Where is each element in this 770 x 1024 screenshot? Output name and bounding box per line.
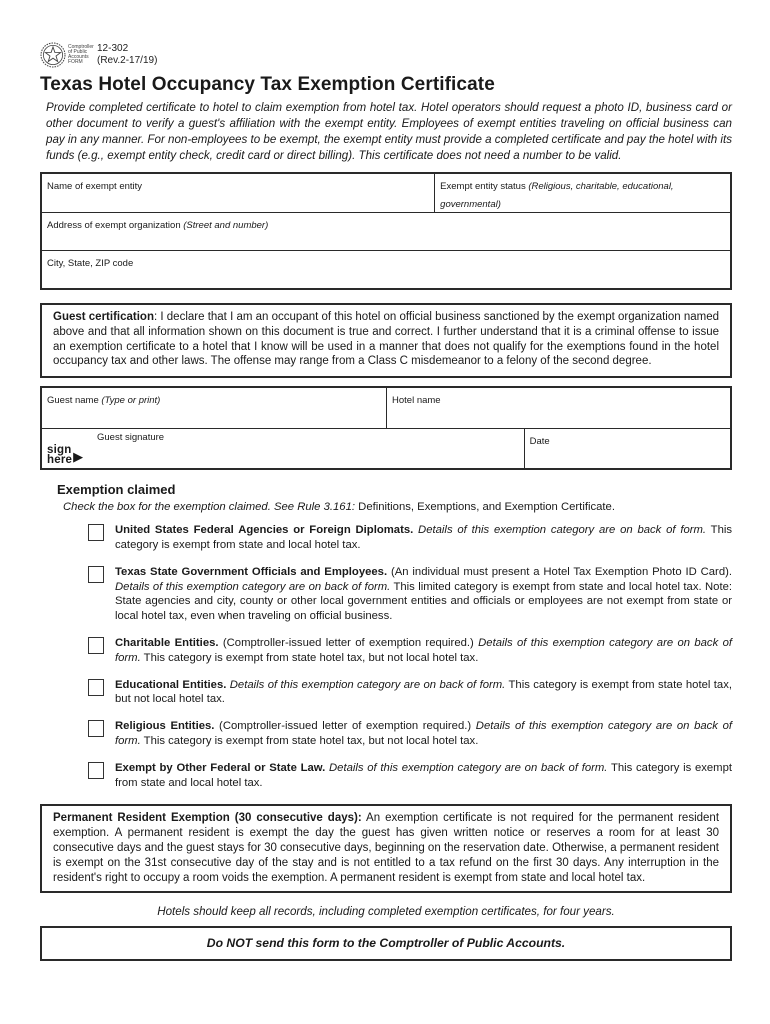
hotel-name-field[interactable]: [386, 388, 730, 428]
records-retention-note: Hotels should keep all records, including completed exemption certificates, for four years.: [157, 905, 615, 919]
guest-name-field[interactable]: [42, 388, 386, 428]
exemption-item-charitable-entities: [40, 636, 732, 666]
exempt-org-address-field[interactable]: [42, 213, 730, 250]
do-not-send-box: [40, 926, 732, 961]
form-number: 12-302: [97, 43, 129, 54]
agency-name-small: [68, 45, 94, 65]
exempt-entity-table: [40, 172, 732, 290]
other-federal-state-law-text: Exempt by Other Federal or State Law. Details of this exemption category are on back of form. This category is exempt from state and local hotel tax.: [115, 761, 733, 789]
guest-signature-label: Guest signature: [97, 432, 165, 444]
texas-state-officials-checkbox[interactable]: [88, 566, 104, 583]
exemption-item-federal-agencies: [40, 523, 732, 553]
exemption-item-other-federal-state-law: [40, 761, 732, 791]
federal-agencies-checkbox[interactable]: [88, 524, 104, 541]
sign-here-marker: [47, 445, 83, 465]
exemption-item-religious-entities: [40, 719, 732, 749]
educational-entities-text: Educational Entities. Details of this exemption category are on back of form. This category is exempt from state hotel tax, but not local hotel tax.: [115, 678, 733, 706]
guest-hotel-table: [40, 386, 732, 470]
exempt-entity-status-field[interactable]: [434, 174, 730, 212]
date-label: Date: [529, 436, 550, 448]
exemption-item-educational-entities: [40, 678, 732, 708]
agency-line: Accounts: [68, 54, 89, 60]
guest-signature-field[interactable]: [42, 429, 524, 468]
exemption-claimed-heading: Exemption claimed: [57, 482, 176, 498]
form-header: [40, 42, 732, 70]
hotel-name-label: Hotel name: [392, 395, 441, 407]
city-state-zip-field[interactable]: [42, 251, 730, 288]
texas-state-officials-text: Texas State Government Officials and Employees. (An individual must present a Hotel Tax Exemption Photo ID Card). Details of this exemption category are on back of form. This limited category is exempt from state and local hotel tax. Note: State agencies and city, county or other local government entities and officials or employees are not exempt from state or local hotel tax, even when traveling on official business.: [115, 565, 733, 623]
guest-certification-box: [40, 303, 732, 378]
exempt-org-address-label: Address of exempt organization (Street and number): [47, 220, 269, 231]
federal-agencies-text: United States Federal Agencies or Foreign Diplomats. Details of this exemption category are on back of form. This category is exempt from state and local hotel tax.: [115, 524, 733, 551]
exemption-item-texas-state-officials: [40, 565, 732, 624]
religious-entities-text: Religious Entities. (Comptroller-issued letter of exemption required.) Details of this exemption category are on back of form. This category is exempt from state hotel tax, but not local hotel tax.: [115, 720, 732, 747]
sign-here-word: sign: [47, 444, 72, 457]
sign-here-word: here: [47, 454, 73, 467]
guest-name-label: Guest name (Type or print): [47, 395, 161, 407]
form-revision: (Rev.2-17/19): [97, 55, 158, 66]
form-title: Texas Hotel Occupancy Tax Exemption Certificate: [40, 74, 495, 95]
agency-line: Comptroller: [68, 44, 94, 50]
other-federal-state-law-checkbox[interactable]: [88, 762, 104, 779]
form-id-block: [97, 43, 157, 67]
city-state-zip-label: City, State, ZIP code: [47, 258, 134, 269]
agency-line: of Public: [68, 49, 88, 55]
exempt-entity-status-label: Exempt entity status (Religious, charitable, educational, governmental): [440, 181, 674, 210]
intro-paragraph: Provide completed certificate to hotel to claim exemption from hotel tax. Hotel operators should request a photo ID, business card or other document to verify a guest's affiliation with the exempt entity. Employees of exempt entities traveling on official business can pay in any manner. For non-employees to be exempt, the exempt entity must provide a completed certificate and pay the hotel with its funds (e.g., exempt entity check, credit card or direct billing). This certificate does not need a number to be valid.: [46, 101, 732, 162]
signature-date-field[interactable]: [524, 429, 730, 468]
comptroller-seal-icon: [40, 42, 66, 68]
guest-certification-text: Guest certification: I declare that I am an occupant of this hotel on official business sanctioned by the exempt organization named above and that all information shown on this document is true and correct. I further understand that it is a criminal offense to issue an exemption certificate to a hotel that I know will be used in a manner that does not qualify for the exemptions found in the hotel occupancy tax and other laws. The offense may range from a Class C misdemeanor to a felony of the second degree.: [53, 311, 719, 368]
permanent-resident-box: [40, 804, 732, 893]
sign-here-words: [47, 445, 72, 465]
agency-line: FORM: [68, 59, 83, 65]
exempt-entity-name-field[interactable]: [42, 174, 434, 212]
religious-entities-checkbox[interactable]: [88, 720, 104, 737]
charitable-entities-checkbox[interactable]: [88, 637, 104, 654]
exempt-entity-name-label: Name of exempt entity: [47, 181, 143, 192]
exemption-instruction: Check the box for the exemption claimed. See Rule 3.161: Definitions, Exemptions, and Exemption Certificate.: [63, 501, 615, 514]
educational-entities-checkbox[interactable]: [88, 679, 104, 696]
exemption-items: [40, 523, 732, 790]
do-not-send-text: Do NOT send this form to the Comptroller of Public Accounts.: [206, 936, 566, 951]
charitable-entities-text: Charitable Entities. (Comptroller-issued letter of exemption required.) Details of this exemption category are on back of form. This category is exempt from state hotel tax, but not local hotel tax.: [115, 636, 732, 664]
sign-here-arrow-icon: ▶: [73, 449, 84, 465]
permanent-resident-text: Permanent Resident Exemption (30 consecutive days): An exemption certificate is not required for the permanent resident exemption. A permanent resident is exempt the day the guest has given written notice or reserves a room for at least 30 consecutive days and the guest stays for 30 consecutive days, beginning on the reservation date. Otherwise, a permanent resident is exempt on the 31st consecutive day of the stay and is not entitled to a tax refund on the first 30 days. Any interruption in the resident's right to occupy a room voids the exemption. A permanent resident is exempt from state and local hotel tax.: [53, 812, 720, 884]
